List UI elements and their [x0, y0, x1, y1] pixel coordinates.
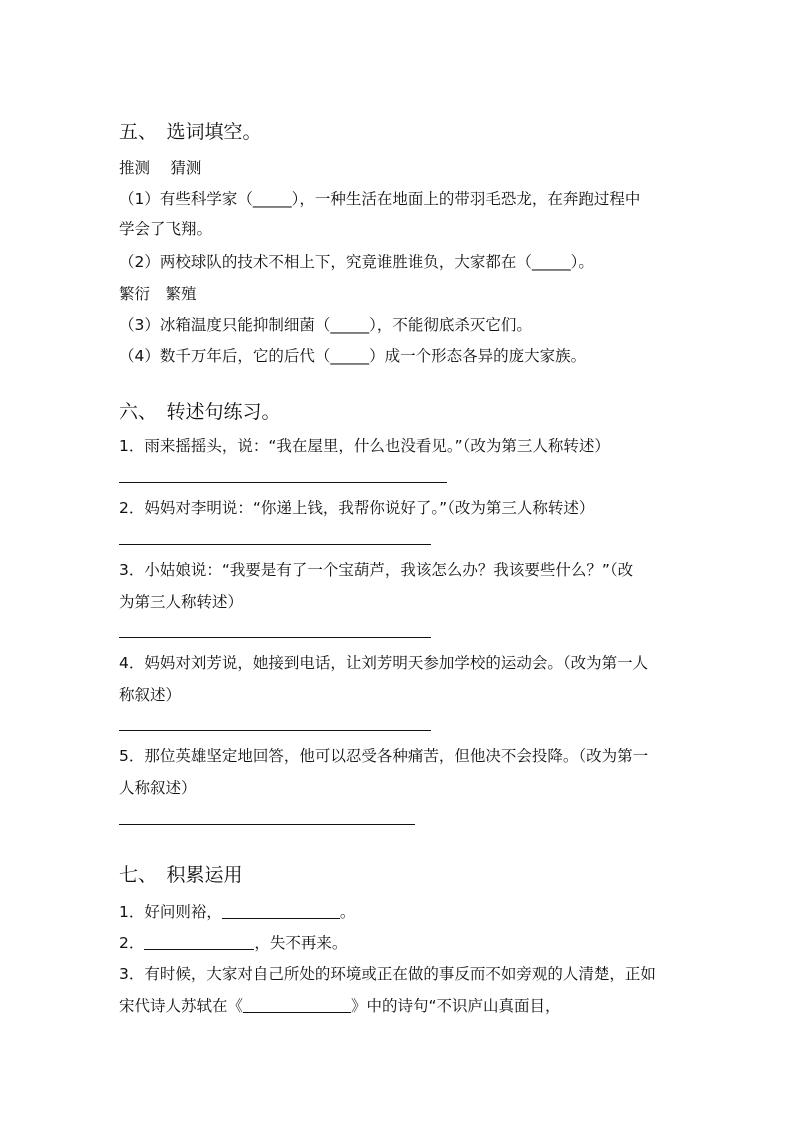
- question-6-4-line-1: 4．妈妈对刘芳说，她接到电话，让刘芳明天参加学校的运动会。（改为第一人: [119, 654, 649, 672]
- question-6-3-line-2: 为第三人称转述）: [119, 593, 244, 611]
- fill-blank-7-3[interactable]: [243, 996, 351, 1013]
- fill-blank-7-2[interactable]: [144, 933, 254, 950]
- question-6-5-line-1: 5．那位英雄坚定地回答，他可以忍受各种痛苦，但他决不会投降。（改为第一: [119, 747, 649, 765]
- section-7-title: 七、 积累运用: [119, 864, 243, 886]
- question-5-1-line-2: 学会了飞翔。: [119, 220, 213, 238]
- question-5-3: （3）冰箱温度只能抑制细菌（_____），不能彻底杀灭它们。: [119, 316, 532, 334]
- answer-line-6-2[interactable]: [119, 544, 431, 545]
- answer-line-6-1[interactable]: [119, 482, 447, 483]
- question-7-1: [119, 900, 355, 922]
- question-7-3-suffix: 》中的诗句“不识庐山真面目，: [351, 997, 561, 1015]
- question-7-2: [119, 931, 347, 953]
- question-7-2-prefix: 2．: [119, 934, 145, 952]
- question-5-2: （2）两校球队的技术不相上下，究竟谁胜谁负，大家都在（_____）。: [119, 253, 594, 271]
- question-5-1-line-1: （1）有些科学家（_____），一种生活在地面上的带羽毛恐龙，在奔跑过程中: [119, 190, 641, 208]
- question-6-5-line-2: 人称叙述）: [119, 779, 197, 797]
- question-6-1: 1．雨来摇摇头，说：“我在屋里，什么也没看见。”（改为第三人称转述）: [119, 437, 610, 455]
- question-7-3-prefix: 宋代诗人苏轼在《: [119, 997, 244, 1015]
- question-7-1-prefix: 1．好问则裕，: [119, 903, 222, 921]
- question-7-1-suffix: 。: [339, 903, 356, 921]
- fill-blank-7-1[interactable]: [222, 902, 340, 919]
- question-7-3-line-2: [119, 994, 561, 1016]
- section-5-title: 五、 选词填空。: [119, 121, 262, 143]
- question-7-2-suffix: ，失不再来。: [254, 934, 348, 952]
- question-6-3-line-1: 3．小姑娘说：“我要是有了一个宝葫芦，我该怎么办？我该要些什么？”（改: [119, 561, 634, 579]
- answer-line-6-4[interactable]: [119, 730, 431, 731]
- answer-line-6-3[interactable]: [119, 637, 431, 638]
- word-choices-1: 推测 猜测: [119, 159, 202, 177]
- question-6-4-line-2: 称叙述）: [119, 686, 182, 704]
- section-6-title: 六、 转述句练习。: [119, 401, 281, 423]
- question-7-3-line-1: 3．有时候，大家对自己所处的环境或正在做的事反而不如旁观的人清楚，正如: [119, 965, 656, 983]
- question-6-2: 2．妈妈对李明说：“你递上钱，我帮你说好了。”（改为第三人称转述）: [119, 499, 595, 517]
- word-choices-2: 繁衍 繁殖: [119, 285, 197, 303]
- answer-line-6-5[interactable]: [119, 824, 415, 825]
- question-5-4: （4）数千万年后，它的后代（_____）成一个形态各异的庞大家族。: [119, 347, 587, 365]
